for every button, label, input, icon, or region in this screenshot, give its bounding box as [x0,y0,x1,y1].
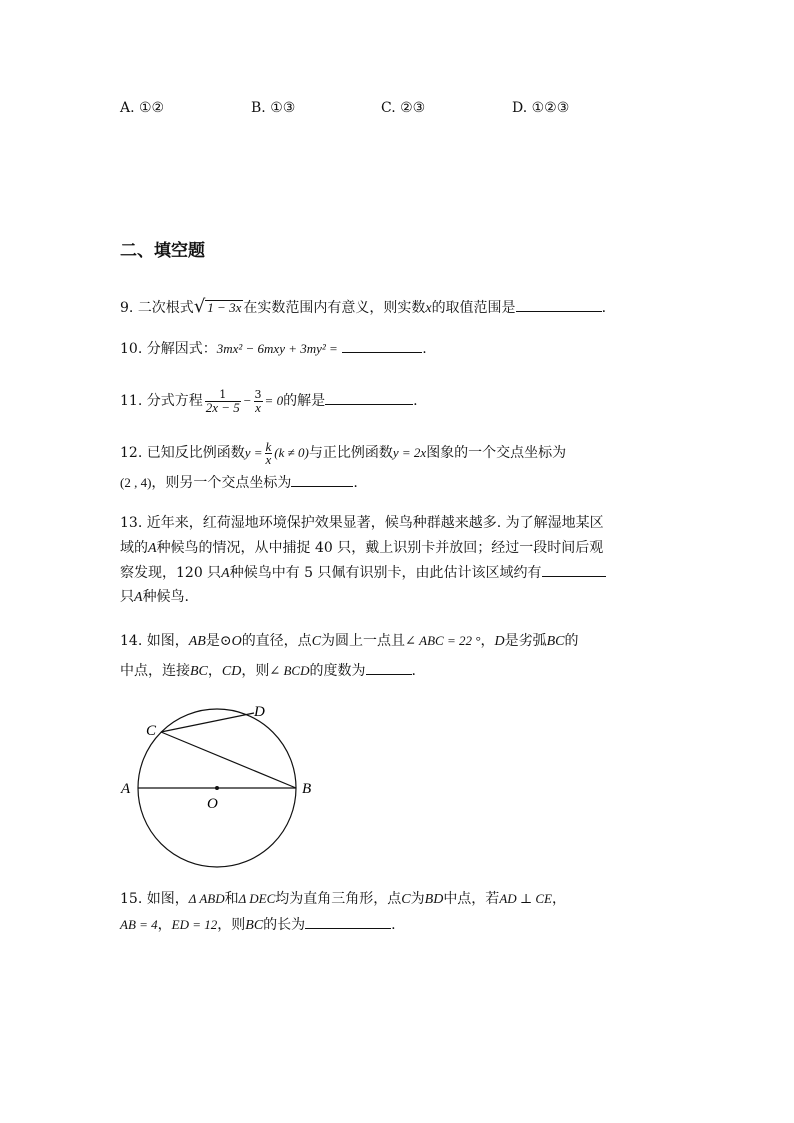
q14-line2-cd: CD [221,664,242,679]
q15-number: 15. [120,891,143,907]
circle-figure [110,700,320,875]
question-12 [120,440,566,466]
q12-pre: 已知反比例函数 [146,445,245,461]
q15-mid: 均为直角三角形，点 [275,891,402,907]
q10-expr: 3mx² − 6mxy + 3my² = [216,341,338,356]
q15-ab: AB = 4 [120,917,158,932]
q13-line4-pre: 只 [120,589,134,605]
q14-end: . [411,663,416,679]
q14-line2-post: 的度数为 [309,663,366,679]
option-d: D. ①②③ [512,100,570,116]
question-15 [120,886,566,913]
q12-number: 12. [120,445,143,461]
q11-answer-blank[interactable] [325,390,413,405]
label-a: A [121,781,131,797]
label-c: C [146,723,157,739]
q9-post: 的取值范围是 [431,300,516,316]
q14-mid1: 的直径，点 [241,633,312,649]
option-b: B. ①③ [251,100,296,116]
q15-c: C [401,892,411,907]
question-15-line-2 [120,912,396,939]
q12-frac-num: k [265,438,272,454]
label-d: D [254,704,265,720]
q13-line2-post: 种候鸟的情况，从中捕捉 40 只，戴上识别卡并放回；经过一段时间后观 [156,540,604,556]
q12-expr2: y = 2x [392,445,427,460]
q15-end: . [391,917,396,933]
q15-sep: ， [157,917,172,933]
q9-pre: 二次根式 [137,300,194,316]
chord-cd [161,713,254,732]
q11-pre: 分式方程 [146,393,203,409]
center-point [215,786,219,790]
q12-frac-den: x [265,451,272,467]
q15-answer-blank[interactable] [305,914,391,929]
q15-bd: BD [424,892,444,907]
q11-post: 的解是 [283,393,326,409]
question-13-line-4 [120,584,189,611]
q11-frac1-den: 2x − 5 [205,399,240,415]
q12-end: . [353,475,358,491]
q9-number: 9. [120,300,134,316]
q15-bc: BC [245,918,264,933]
q14-answer-blank[interactable] [366,660,412,675]
question-14-line-2 [120,658,416,685]
q11-end: . [413,393,418,409]
question-11 [120,388,418,414]
question-10 [120,336,427,362]
q13-line2-a: A [148,541,157,556]
q10-number: 10. [120,341,143,357]
q12-y-eq: y = [244,445,263,460]
q11-frac1-num: 1 [205,389,241,402]
q14-sep: ， [480,633,495,649]
q15-pre: 如图， [146,891,189,907]
q15-tri1: Δ ABD [188,891,225,906]
q12-cond: (k ≠ 0) [274,445,309,460]
q13-line3-post: 种候鸟中有 5 只佩有识别卡，由此估计该区域约有 [229,565,542,581]
q11-fraction-2 [254,389,263,414]
q14-line2-mid: ，则 [241,663,270,679]
q14-ab: AB [188,634,206,649]
q15-perp: AD ⊥ CE [499,891,552,906]
q15-is: 为 [410,891,425,907]
question-12-line-2 [120,470,358,496]
label-b: B [302,781,312,797]
option-a: A. ①② [120,100,165,116]
q12-post: 图象的一个交点坐标为 [426,445,567,461]
q9-var: x [425,301,432,316]
q14-mid2: 为圆上一点且 [321,633,406,649]
q11-frac2-den: x [255,399,261,415]
q14-is: 是 [205,633,220,649]
q12-line2-text: ，则另一个交点坐标为 [151,475,292,491]
q9-answer-blank[interactable] [516,297,602,312]
q13-line3-a: A [221,566,230,581]
q14-mid3: 是劣弧 [504,633,547,649]
section-title: 二、填空题 [120,241,205,261]
q11-eq: = 0 [264,393,284,408]
q13-line2-pre: 域的 [120,540,148,556]
question-9 [120,294,606,322]
q13-answer-blank[interactable] [542,562,606,577]
option-c: C. ②③ [381,100,426,116]
q11-number: 11. [120,393,143,409]
question-13-line-1: 13. 近年来，红荷湿地环境保护效果显著，候鸟种群越来越多. 为了解湿地某区 [120,515,604,531]
q14-angle: ∠ ABC = 22 ° [405,633,481,648]
q9-mid: 在实数范围内有意义，则实数 [243,300,426,316]
question-13-line-3 [120,560,606,587]
q14-bc: BC [546,634,565,649]
question-13-line-2 [120,535,603,562]
q11-frac2-num: 3 [254,387,262,401]
q10-answer-blank[interactable] [342,338,422,353]
q13-line3-pre: 察发现，120 只 [120,565,222,581]
q11-minus: − [242,393,252,408]
q14-number: 14. [120,633,143,649]
q10-end: . [422,341,427,357]
q14-o: O [231,634,242,649]
q9-end: . [601,300,607,316]
circle-dot-icon: ⊙ [219,633,232,649]
q15-ed: ED = 12 [171,917,218,932]
q15-line2-post: 的长为 [263,917,306,933]
label-o: O [207,796,218,812]
question-14 [120,628,578,655]
q11-fraction-1 [205,389,241,414]
q14-line2-angle: ∠ BCD [269,663,310,678]
q12-fraction [265,438,273,467]
q15-tri2: Δ DEC [238,891,276,906]
q12-point: (2 , 4) [120,475,152,490]
q13-line4-a: A [134,590,143,605]
q14-d: D [494,634,505,649]
sqrt-icon: √ [193,296,206,317]
q14-pre: 如图， [146,633,189,649]
q15-and: 和 [224,891,239,907]
q15-line2-mid: ，则 [217,917,246,933]
q10-pre: 分解因式： [146,341,217,357]
q15-mid2: 中点，若 [443,891,500,907]
q13-line4-post: 种候鸟. [142,589,190,605]
q14-comma: ， [207,663,222,679]
q9-radicand: 1 − 3x [207,300,242,315]
q14-line2-bc: BC [190,664,208,679]
q14-line2-pre: 中点，连接 [120,663,190,679]
q14-of: 的 [564,633,579,649]
q12-mid: 与正比例函数 [308,445,393,461]
q12-answer-blank[interactable] [291,472,353,487]
q15-comma: ， [551,891,566,907]
q14-c: C [311,634,322,649]
chord-cb [161,732,296,788]
